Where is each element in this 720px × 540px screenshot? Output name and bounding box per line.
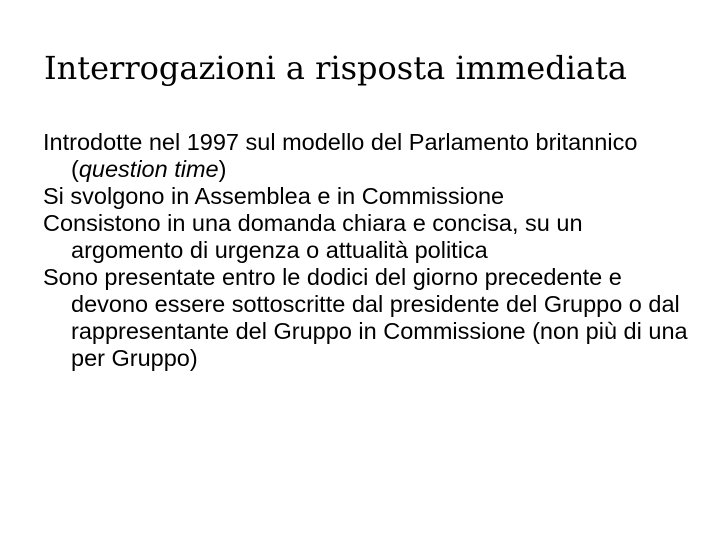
bullet-item: Si svolgono in Assemblea e in Commissione xyxy=(43,183,505,209)
bullet-text: Introdotte nel 1997 sul modello del Parlamento britannico ( xyxy=(43,129,638,182)
bullet-item: Sono presentate entro le dodici del giorno precedente e devono essere sottoscritte dal presidente del Gruppo o dal rappresentante del Gruppo in Commissione (non più di una per Gruppo) xyxy=(43,264,688,371)
bullet-item xyxy=(43,129,693,183)
bullet-item: Consistono in una domanda chiara e concisa, su un argomento di urgenza o attualità politica xyxy=(43,210,583,263)
bullet-text: ) xyxy=(218,156,227,182)
slide-title: Interrogazioni a risposta immediata xyxy=(44,49,627,87)
bullet-emphasis: question time xyxy=(78,156,219,182)
bullet-list xyxy=(43,129,693,372)
